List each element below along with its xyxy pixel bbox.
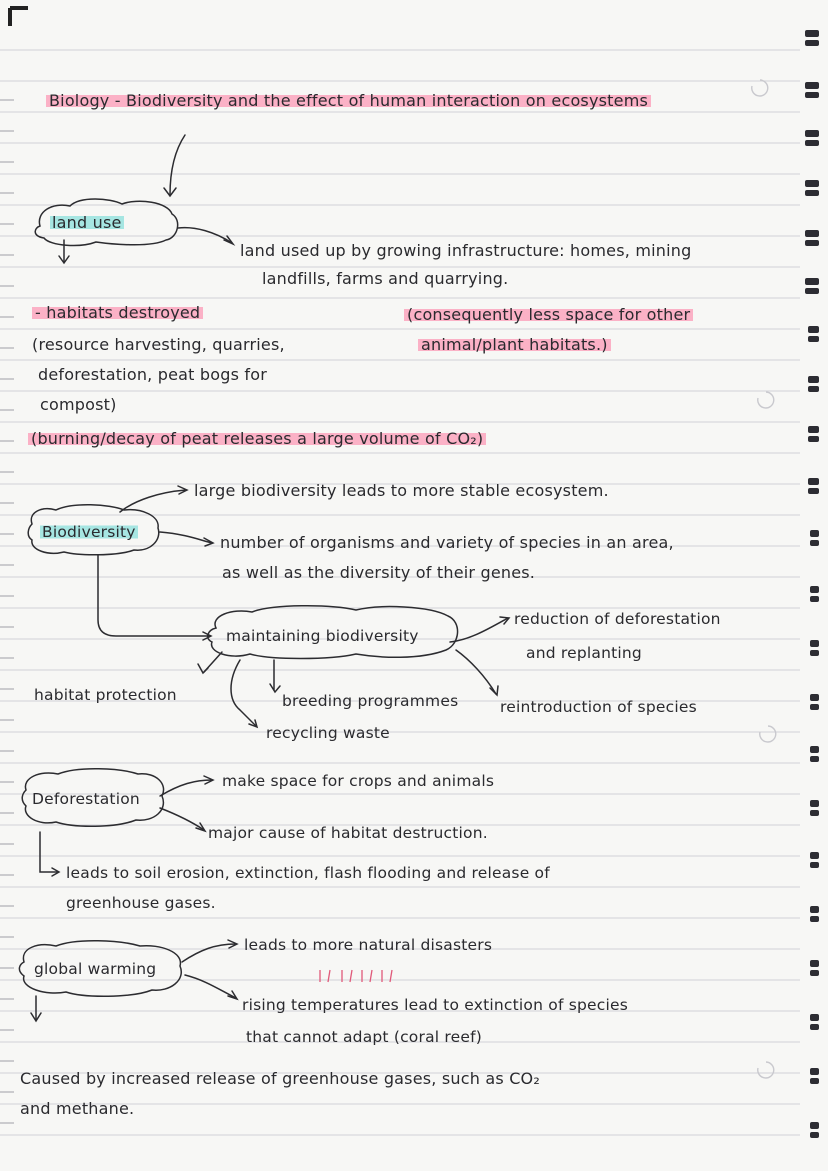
biodiversity-definition-line-1: number of organisms and variety of species in an area, [220, 533, 674, 552]
reduction-line-1: reduction of deforestation [514, 610, 721, 628]
global-warming-rising-line-2: that cannot adapt (coral reef) [246, 1028, 483, 1046]
recycling-waste: recycling waste [266, 724, 390, 742]
biodiversity-stable: large biodiversity leads to more stable ecosystem. [194, 481, 609, 500]
maintaining-biodiversity-label: maintaining biodiversity [226, 627, 419, 645]
deforestation-major-cause: major cause of habitat destruction. [208, 824, 488, 842]
global-warming-caused-line-1: Caused by increased release of greenhouse gases, such as CO₂ [20, 1069, 540, 1088]
consequence-line-1: (consequently less space for other [404, 304, 693, 326]
global-warming-caused-line-2: and methane. [20, 1099, 135, 1118]
habitats-detail-line-1: (resource harvesting, quarries, [32, 335, 285, 354]
deforestation-label: Deforestation [32, 790, 140, 808]
breeding-programmes: breeding programmes [282, 692, 459, 710]
land-use-definition-line-2: landfills, farms and quarrying. [262, 269, 509, 288]
habitats-detail-line-2: deforestation, peat bogs for [38, 365, 268, 384]
global-warming-rising-line-1: rising temperatures lead to extinction of species [242, 996, 629, 1014]
deforestation-leads-line-1: leads to soil erosion, extinction, flash flooding and release of [66, 864, 550, 882]
habitat-protection: habitat protection [34, 686, 177, 704]
global-warming-disasters: leads to more natural disasters [244, 936, 493, 954]
page-title: Biology - Biodiversity and the effect of human interaction on ecosystems [46, 90, 651, 112]
land-use-label: land use [52, 213, 122, 232]
peat-note: (burning/decay of peat releases a large volume of CO₂) [28, 428, 486, 450]
deforestation-make-space: make space for crops and animals [222, 772, 495, 790]
biodiversity-definition-line-2: as well as the diversity of their genes. [222, 563, 536, 582]
habitats-destroyed: - habitats destroyed [32, 302, 203, 324]
reduction-line-2: and replanting [526, 644, 642, 662]
land-use-definition-line-1: land used up by growing infrastructure: homes, mining [240, 241, 692, 260]
habitats-detail-line-3: compost) [40, 395, 117, 414]
consequence-line-2: animal/plant habitats.) [418, 334, 611, 356]
global-warming-label: global warming [34, 960, 157, 978]
reintroduction-of-species: reintroduction of species [500, 698, 697, 716]
biodiversity-label: Biodiversity [42, 523, 136, 541]
deforestation-leads-line-2: greenhouse gases. [66, 894, 216, 912]
